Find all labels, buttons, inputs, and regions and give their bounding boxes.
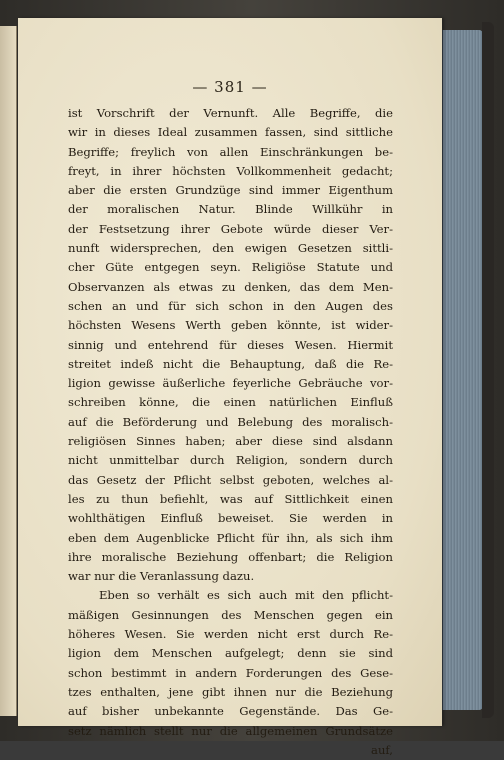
page-text xyxy=(68,104,393,760)
text-line: höchsten Wesens Werth geben könnte, ist wider- xyxy=(68,318,393,333)
text-line: streitet indeß nicht die Behauptung, daß die Re- xyxy=(68,356,393,371)
book-page xyxy=(18,18,442,757)
text-line: ligion dem Menschen aufgelegt; denn sie sind xyxy=(68,646,393,661)
text-line: war nur die Veranlassung dazu. xyxy=(68,569,255,584)
text-line: nicht unmittelbar durch Religion, sondern durch xyxy=(68,453,393,468)
text-line: auf die Beförderung und Belebung des moralisch- xyxy=(68,414,393,429)
text-line: mäßigen Gesinnungen des Menschen gegen ein xyxy=(68,607,393,622)
text-line: les zu thun befiehlt, was auf Sittlichkeit einen xyxy=(68,491,393,506)
text-line: cher Güte entgegen seyn. Religiöse Statute und xyxy=(68,260,393,275)
text-line: der moralischen Natur. Blinde Willkühr in xyxy=(68,202,393,217)
text-line: religiösen Sinnes haben; aber diese sind alsdann xyxy=(68,434,393,449)
text-line: tzes enthalten, jene gibt ihnen nur die Beziehung xyxy=(68,684,393,699)
text-line: Eben so verhält es sich auch mit den pflicht- xyxy=(68,588,393,603)
catchword: auf, xyxy=(371,742,393,757)
text-line: aber die ersten Grundzüge sind immer Eigenthum xyxy=(68,183,393,198)
text-line: der Festsetzung ihrer Gebote würde dieser Ver- xyxy=(68,221,393,236)
text-line: ihre moralische Beziehung offenbart; die Religion xyxy=(68,549,393,564)
text-line: wir in dieses Ideal zusammen fassen, sind sittliche xyxy=(68,125,393,140)
text-line: schon bestimmt in andern Forderungen des Gese- xyxy=(68,665,393,680)
text-line: nunft widersprechen, den ewigen Gesetzen sittli- xyxy=(68,241,393,256)
page-block-edges xyxy=(442,30,483,710)
book-cover-edge xyxy=(482,22,494,718)
text-line: Observanzen als etwas zu denken, das dem Men- xyxy=(68,279,393,294)
text-line: ist Vorschrift der Vernunft. Alle Begriffe, die xyxy=(68,106,393,120)
previous-page-edge xyxy=(0,26,17,716)
text-line: setz nämlich stellt nur die allgemeinen Grundsätze xyxy=(68,723,393,738)
text-line: eben dem Augenblicke Pflicht für ihn, als sich ihm xyxy=(68,530,393,545)
text-line: auf bisher unbekannte Gegenstände. Das Ge- xyxy=(68,704,393,719)
text-line: freyt, in ihrer höchsten Vollkommenheit gedacht; xyxy=(68,163,393,178)
text-line: ligion gewisse äußerliche feyerliche Gebräuche vor- xyxy=(68,376,393,391)
text-line: schen an und für sich schon in den Augen des xyxy=(68,298,393,313)
text-line: schreiben könne, die einen natürlichen Einfluß xyxy=(68,395,393,410)
text-line: sinnig und entehrend für dieses Wesen. Hiermit xyxy=(68,337,393,352)
text-line: wohlthätigen Einfluß beweiset. Sie werden in xyxy=(68,511,393,526)
text-line: höheres Wesen. Sie werden nicht erst durch Re- xyxy=(68,627,393,642)
page-number: — 381 — xyxy=(192,78,268,96)
text-line: das Gesetz der Pflicht selbst geboten, welches al- xyxy=(68,472,393,487)
text-line: Begriffe; freylich von allen Einschränkungen be- xyxy=(68,144,393,159)
